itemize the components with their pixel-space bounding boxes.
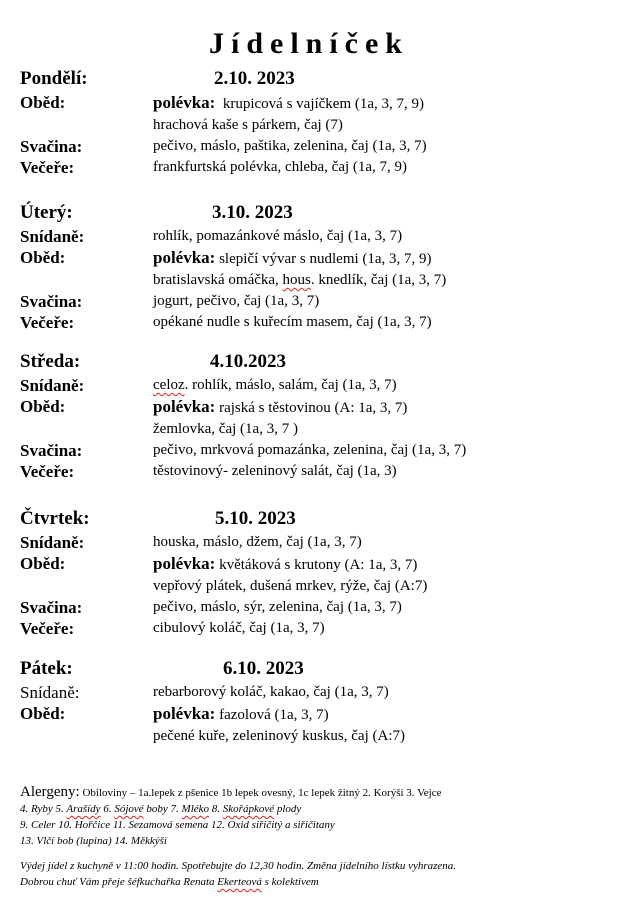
day-header <box>20 656 610 682</box>
meal-row <box>20 726 610 747</box>
day-thursday <box>20 506 610 639</box>
footer-note <box>20 858 610 890</box>
meal-row <box>20 682 610 703</box>
day-name: Pondělí: <box>20 68 88 89</box>
meal-row <box>20 157 610 178</box>
meal-row <box>20 532 610 553</box>
allergen-text: Obiloviny – 1a.lepek z pšenice 1b lepek ovesný, 1c lepek žitný 2. Korýši 3. Vejce <box>82 787 442 799</box>
meal-label: Oběd: <box>20 397 66 416</box>
spellcheck-word: Ekerteová <box>217 876 262 888</box>
allergen-line <box>20 784 610 801</box>
meal-label: Oběd: <box>20 248 66 267</box>
meal-text: fazolová (1a, 3, 7) <box>219 707 329 723</box>
soup-label: polévka: <box>153 248 216 267</box>
meal-label: Snídaně: <box>20 227 85 246</box>
meal-row <box>20 291 610 312</box>
day-header <box>20 66 610 92</box>
meal-label: Snídaně: <box>20 376 85 395</box>
meal-row <box>20 312 610 333</box>
meal-row <box>20 576 610 597</box>
soup-label: polévka: <box>153 93 216 112</box>
day-tuesday <box>20 200 610 333</box>
soup-label: polévka: <box>153 704 216 723</box>
day-name: Pátek: <box>20 658 73 679</box>
day-header <box>20 200 610 226</box>
soup-label: polévka: <box>153 554 216 573</box>
day-name: Středa: <box>20 351 81 372</box>
allergen-text: 8. <box>209 803 223 815</box>
meal-row <box>20 597 610 618</box>
day-name: Čtvrtek: <box>20 508 90 529</box>
meal-text: rebarborový koláč, kakao, čaj (1a, 3, 7) <box>153 684 389 700</box>
meal-text: vepřový plátek, dušená mrkev, rýže, čaj (A:7) <box>153 578 428 594</box>
spellcheck-word: Sójové <box>114 803 144 815</box>
meal-text: opékané nudle s kuřecím masem, čaj (1a, 3, 7) <box>153 314 432 330</box>
meal-text: . rohlík, máslo, salám, čaj (1a, 3, 7) <box>184 377 397 393</box>
spellcheck-word: Skořápkové <box>222 803 275 815</box>
meal-row <box>20 226 610 247</box>
meal-label: Svačina: <box>20 137 83 156</box>
day-date: 3.10. 2023 <box>212 202 293 223</box>
footer-line: Výdej jídel z kuchyně v 11:00 hodin. Spotřebujte do 12,30 hodin. Změna jídelního lístku vyhrazena. <box>20 860 457 872</box>
meal-label: Večeře: <box>20 619 75 638</box>
meal-row <box>20 553 610 576</box>
allergen-text: plody <box>274 803 302 815</box>
meal-row <box>20 618 610 639</box>
spellcheck-word: Mléko <box>181 803 210 815</box>
meal-row <box>20 136 610 157</box>
allergen-label: Alergeny: <box>20 784 80 800</box>
allergen-legend <box>20 784 610 849</box>
day-name: Úterý: <box>20 202 73 223</box>
day-monday <box>20 66 610 178</box>
meal-text: pečivo, máslo, paštika, zelenina, čaj (1a, 3, 7) <box>153 138 427 154</box>
spellcheck-word: hous <box>282 272 311 288</box>
meal-row <box>20 440 610 461</box>
page-title: Jídelníček <box>208 27 409 60</box>
meal-text: žemlovka, čaj (1a, 3, 7 ) <box>153 421 298 437</box>
meal-text: bratislavská omáčka, <box>153 272 283 288</box>
allergen-line <box>20 801 610 817</box>
day-date: 6.10. 2023 <box>223 658 304 679</box>
meal-text: hrachová kaše s párkem, čaj (7) <box>153 117 343 133</box>
allergen-text: boby 7. <box>143 803 182 815</box>
meal-row <box>20 419 610 440</box>
meal-row <box>20 375 610 396</box>
meal-text: slepičí vývar s nudlemi (1a, 3, 7, 9) <box>219 251 432 267</box>
day-date: 2.10. 2023 <box>214 68 295 89</box>
meal-label: Snídaně: <box>20 533 85 552</box>
soup-label: polévka: <box>153 397 216 416</box>
meal-text: krupicová s vajíčkem (1a, 3, 7, 9) <box>222 96 425 112</box>
meal-label: Snídaně: <box>20 683 80 702</box>
meal-label: Večeře: <box>20 158 75 177</box>
meal-label: Svačina: <box>20 292 83 311</box>
meal-row <box>20 92 610 115</box>
meal-text: jogurt, pečivo, čaj (1a, 3, 7) <box>153 293 320 309</box>
meal-text: frankfurtská polévka, chleba, čaj (1a, 7, 9) <box>153 159 408 175</box>
meal-row <box>20 703 610 726</box>
meal-row <box>20 396 610 419</box>
meal-row <box>20 115 610 136</box>
meal-text: houska, máslo, džem, čaj (1a, 3, 7) <box>153 534 362 550</box>
day-header <box>20 349 610 375</box>
day-date: 4.10.2023 <box>210 351 286 372</box>
meal-label: Svačina: <box>20 441 83 460</box>
meal-text: květáková s krutony (A: 1a, 3, 7) <box>219 557 418 573</box>
spellcheck-word: Arašídy <box>66 803 101 815</box>
meal-text: . knedlík, čaj (1a, 3, 7) <box>310 272 447 288</box>
footer-text: Dobrou chuť Vám přeje šéfkuchařka Renata <box>20 876 218 888</box>
meal-label: Oběd: <box>20 704 66 723</box>
day-friday <box>20 656 610 747</box>
meal-text: cibulový koláč, čaj (1a, 3, 7) <box>153 620 325 636</box>
meal-row <box>20 270 610 291</box>
meal-text: pečené kuře, zeleninový kuskus, čaj (A:7) <box>153 728 405 744</box>
meal-label: Večeře: <box>20 313 75 332</box>
allergen-text: 6. <box>100 803 115 815</box>
day-date: 5.10. 2023 <box>215 508 296 529</box>
allergen-line: 9. Celer 10. Hořčice 11. Sezamová semena 12. Oxid siřičitý a siřičitany <box>20 819 335 831</box>
meal-label: Oběd: <box>20 554 66 573</box>
meal-text: rajská s těstovinou (A: 1a, 3, 7) <box>219 400 408 416</box>
allergen-text: 4. Ryby 5. <box>20 803 67 815</box>
footer-line <box>20 874 610 890</box>
meal-label: Večeře: <box>20 462 75 481</box>
meal-text: těstovinový- zeleninový salát, čaj (1a, 3) <box>153 463 397 479</box>
allergen-line: 13. Vlčí bob (lupina) 14. Měkkýši <box>20 835 167 847</box>
meal-text: pečivo, máslo, sýr, zelenina, čaj (1a, 3, 7) <box>153 599 402 615</box>
day-header <box>20 506 610 532</box>
day-wednesday <box>20 349 610 482</box>
meal-row <box>20 461 610 482</box>
meal-label: Oběd: <box>20 93 66 112</box>
meal-text: rohlík, pomazánkové máslo, čaj (1a, 3, 7) <box>153 228 403 244</box>
spellcheck-word: celoz <box>153 377 185 393</box>
meal-text: pečivo, mrkvová pomazánka, zelenina, čaj (1a, 3, 7) <box>153 442 467 458</box>
meal-label: Svačina: <box>20 598 83 617</box>
meal-row <box>20 247 610 270</box>
footer-text: s kolektivem <box>261 876 319 888</box>
